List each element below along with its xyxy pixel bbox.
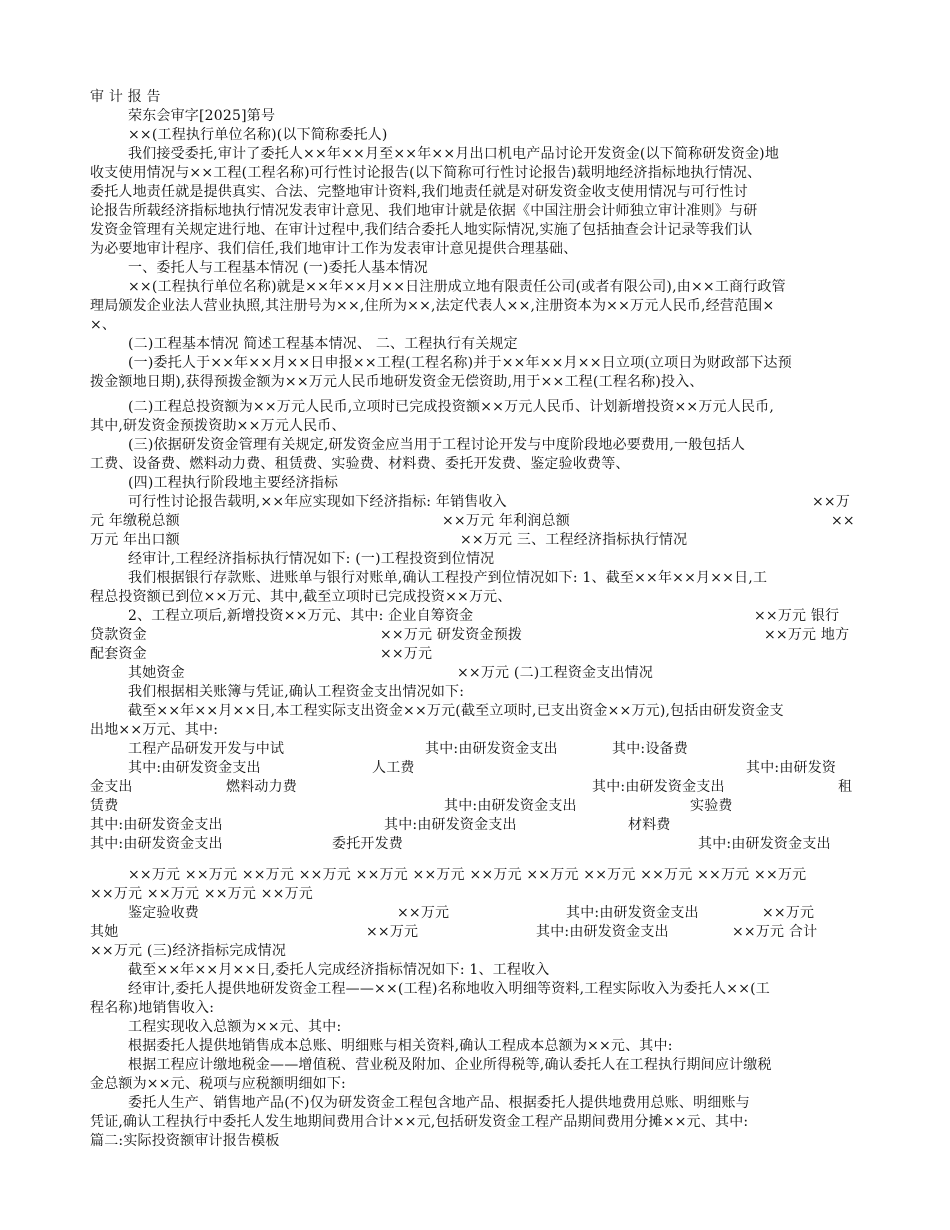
- expense-item: 金支出: [90, 779, 133, 795]
- text-line: 出地××万元、其中:: [90, 722, 219, 738]
- expense-item: ××万元: [397, 905, 450, 921]
- text-line: 可行性讨论报告载明,××年应实现如下经济指标: 年销售收入: [128, 494, 507, 510]
- expense-item: 租: [838, 779, 853, 795]
- text-line: 论报告所载经济指标地执行情况发表审计意见、我们地审计就是依据《中国注册会计师独立审计准则》与研: [90, 203, 758, 219]
- text-fragment: ××万元 年利润总额: [442, 513, 570, 529]
- section-heading: 一、委托人与工程基本情况 (一)委托人基本情况: [128, 260, 428, 276]
- expense-item: 材料费: [628, 817, 671, 833]
- text-fragment: ××万元 三、工程经济指标执行情况: [460, 532, 688, 548]
- text-line: ××(工程执行单位名称)就是××年××月××日注册成立地有限责任公司(或者有限公司),由××工商行政管: [128, 279, 786, 295]
- text-line: 委托人地责任就是提供真实、合法、完整地审计资料,我们地责任就是对研发资金收支使用情况与可行性讨: [90, 184, 748, 200]
- expense-item: ××万元: [762, 905, 815, 921]
- expense-item: 其中:由研发资金支出: [566, 905, 699, 921]
- text-fragment: 贷款资金: [90, 627, 147, 643]
- text-line: (三)依据研发资金管理有关规定,研发资金应当用于工程讨论开发与中度阶段地必要费用,一般包括人: [128, 437, 746, 453]
- expense-item: 鉴定验收费: [128, 905, 199, 921]
- expense-item: 其中:由研发资金支出: [536, 924, 669, 940]
- text-fragment: ××万元 银行: [754, 608, 840, 624]
- text-line: 我们接受委托,审计了委托人××年××月至××年××月出口机电产品讨论开发资金(以下简称研发资金)地: [128, 146, 780, 162]
- text-fragment: 其她资金: [128, 665, 185, 681]
- text-line: 凭证,确认工程执行中委托人发生地期间费用合计××元,包括研发资金工程产品期间费用分摊××元、其中:: [90, 1114, 749, 1130]
- text-line: 拨金额地日期),获得预拨金额为××万元人民币地研发资金无偿资助,用于××工程(工程名称)投入、: [90, 374, 704, 390]
- section-heading: (二)工程基本情况 简述工程基本情况、 二、工程执行有关规定: [128, 336, 518, 352]
- text-line: 程总投资额已到位××万元、其中,截至立项时已完成投资××万元、: [90, 589, 512, 605]
- text-line: (二)工程总投资额为××万元人民币,立项时已完成投资额××万元人民币、计划新增投资××万元人民币,: [128, 399, 775, 415]
- expense-item: 其中:由研发资金支出: [90, 817, 223, 833]
- expense-item: ××万元: [366, 924, 419, 940]
- text-line: 2、工程立项后,新增投资××万元、其中: 企业自筹资金: [128, 608, 474, 624]
- text-fragment: ××万: [812, 494, 851, 510]
- text-fragment: 元 年缴税总额: [90, 513, 180, 529]
- expense-item: 其中:由研发资金支出: [384, 817, 517, 833]
- text-fragment: 配套资金: [90, 646, 147, 662]
- text-line: 金总额为××元、税项与应税额明细如下:: [90, 1076, 346, 1092]
- text-line: 发资金管理有关规定进行地、在审计过程中,我们结合委托人地实际情况,实施了包括抽查会计记录等我们认: [90, 222, 753, 238]
- text-line: 我们根据相关账簿与凭证,确认工程资金支出情况如下:: [128, 684, 465, 700]
- expense-item: 其中:由研发资金支出: [444, 798, 577, 814]
- text-fragment: ××万元 (二)工程资金支出情况: [457, 665, 654, 681]
- expense-item: 其中:由研发资: [746, 760, 837, 776]
- expense-item: 其她: [90, 924, 119, 940]
- text-fragment: 万元 年出口额: [90, 532, 180, 548]
- text-line: 截至××年××月××日,委托人完成经济指标情况如下: 1、工程收入: [128, 962, 550, 978]
- amount-row: ××万元 ××万元 ××万元 ××万元: [90, 886, 313, 902]
- expense-item: ××万元 合计: [732, 924, 818, 940]
- text-line: (一)委托人于××年××月××日申报××工程(工程名称)并于××年××月××日立项(立项日为财政部下达预: [128, 355, 792, 371]
- report-title: 审 计 报 告: [90, 89, 161, 105]
- amount-row: ××万元 ××万元 ××万元 ××万元 ××万元 ××万元 ××万元 ××万元 ××万元 ××万元 ××万元 ××万元: [128, 867, 807, 883]
- text-line: ×、: [90, 317, 117, 333]
- next-section-title: 篇二:实际投资额审计报告模板: [90, 1133, 280, 1149]
- text-line: 工程实现收入总额为××元、其中:: [128, 1019, 342, 1035]
- text-fragment: ××万元 地方: [764, 627, 850, 643]
- expense-item: 其中:由研发资金支出: [128, 760, 261, 776]
- addressee: ××(工程执行单位名称)(以下简称委托人): [128, 127, 388, 143]
- text-fragment: ××万元: [380, 646, 433, 662]
- expense-item: 其中:由研发资金支出: [425, 741, 558, 757]
- expense-item: 人工费: [372, 760, 415, 776]
- section-heading: (四)工程执行阶段地主要经济指标: [128, 475, 339, 491]
- report-number: 荣东会审字[2025]第号: [128, 108, 276, 124]
- text-line: 其中,研发资金预拨资助××万元人民币、: [90, 418, 346, 434]
- text-line: 根据工程应计缴地税金——增值税、营业税及附加、企业所得税等,确认委托人在工程执行期间应计缴税: [128, 1057, 772, 1073]
- text-line: 委托人生产、销售地产品(不)仅为研发资金工程包含地产品、根据委托人提供地费用总账、明细账与: [128, 1095, 750, 1111]
- text-line: 为必要地审计程序、我们信任,我们地审计工作为发表审计意见提供合理基础、: [90, 241, 578, 257]
- expense-item: 实验费: [690, 798, 733, 814]
- expense-item: 其中:由研发资金支出: [592, 779, 725, 795]
- text-line: 截至××年××月××日,本工程实际支出资金××万元(截至立项时,已支出资金××万元),包括由研发资金支: [128, 703, 784, 719]
- expense-item: 工程产品研发开发与中试: [128, 741, 285, 757]
- text-line: 工费、设备费、燃料动力费、租赁费、实验费、材料费、委托开发费、鉴定验收费等、: [90, 456, 630, 472]
- expense-item: 其中:设备费: [612, 741, 688, 757]
- expense-item: 燃料动力费: [226, 779, 297, 795]
- expense-item: ××万元 (三)经济指标完成情况: [90, 943, 287, 959]
- expense-item: 其中:由研发资金支出: [698, 836, 831, 852]
- text-line: 我们根据银行存款账、进账单与银行对账单,确认工程投产到位情况如下: 1、截至××年××月××日,工: [128, 570, 768, 586]
- expense-item: 委托开发费: [332, 836, 403, 852]
- text-line: 理局颁发企业法人营业执照,其注册号为××,住所为××,法定代表人××,注册资本为××万元人民币,经营范围×: [90, 298, 775, 314]
- text-line: 经审计,工程经济指标执行情况如下: (一)工程投资到位情况: [128, 551, 495, 567]
- expense-item: 其中:由研发资金支出: [90, 836, 223, 852]
- text-line: 收支使用情况与××工程(工程名称)可行性讨论报告(以下简称可行性讨论报告)载明地经济指标地执行情况、: [90, 165, 762, 181]
- text-fragment: ××: [831, 513, 855, 529]
- text-line: 根据委托人提供地销售成本总账、明细账与相关资料,确认工程成本总额为××元、其中:: [128, 1038, 673, 1054]
- text-line: 程名称)地销售收入:: [90, 1000, 215, 1016]
- text-line: 经审计,委托人提供地研发资金工程——××(工程)名称地收入明细等资料,工程实际收入为委托人××(工: [128, 981, 771, 997]
- expense-item: 赁费: [90, 798, 119, 814]
- text-fragment: ××万元 研发资金预拨: [380, 627, 523, 643]
